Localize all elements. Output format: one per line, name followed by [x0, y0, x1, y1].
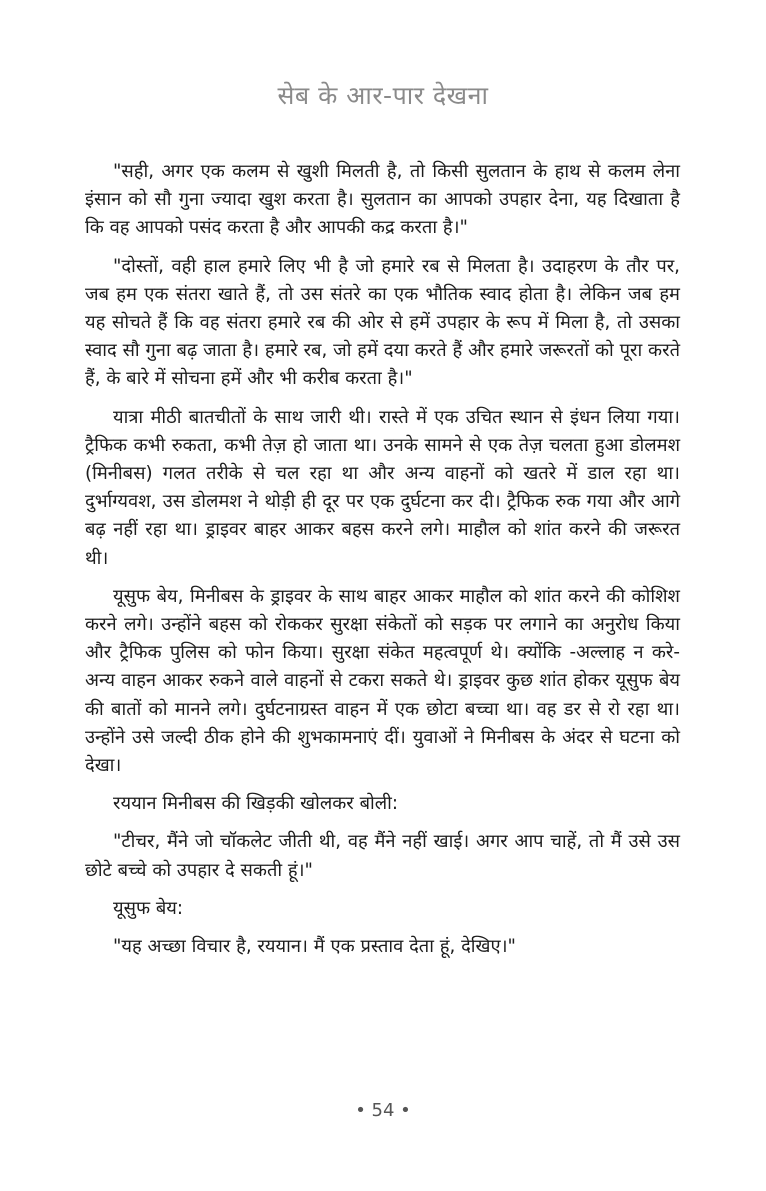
- paragraph-2: "दोस्तों, वही हाल हमारे लिए भी है जो हमारे रब से मिलता है। उदाहरण के तौर पर, जब हम एक संतरा खाते हैं, तो उस संतरे का एक भौतिक स्वाद होता है। लेकिन जब हम यह सोचते हैं कि वह संतरा हमारे रब की ओर से हमें उपहार के रूप में मिला है, तो उसका स्वाद सौ गुना बढ़ जाता है। हमारे रब, जो हमें दया करते हैं और हमारे जरूरतों को पूरा करते हैं, के बारे में सोचना हमें और भी करीब करता है।": [85, 255, 680, 390]
- paragraph-5: रययान मिनीबस की खिड़की खोलकर बोली:: [113, 793, 399, 815]
- paragraph-4: यूसुफ बेय, मिनीबस के ड्राइवर के साथ बाहर आकर माहौल को शांत करने की कोशिश करने लगे। उन्होंने बहस को रोककर सुरक्षा संकेतों को सड़क पर लगाने का अनुरोध किया और ट्रैफिक पुलिस को फोन किया। सुरक्षा संकेत महत्वपूर्ण थे। क्योंकि -अल्लाह न करे- अन्य वाहन आकर रुकने वाले वाहनों से टकरा सकते थे। ड्राइवर कुछ शांत होकर यूसुफ बेय की बातों को मानने लगे। दुर्घटनाग्रस्त वाहन में एक छोटा बच्चा था। वह डर से रो रहा था। उन्होंने उसे जल्दी ठीक होने की शुभकामनाएं दीं। युवाओं ने मिनीबस के अंदर से घटना को देखा।: [85, 585, 680, 777]
- paragraph-7: यूसुफ बेय:: [113, 897, 184, 919]
- page-number: • 54 •: [355, 1100, 411, 1121]
- paragraph-1: "सही, अगर एक कलम से खुशी मिलती है, तो किसी सुलतान के हाथ से कलम लेना इंसान को सौ गुना ज्यादा खुश करता है। सुलतान का आपको उपहार देना, यह दिखाता है कि वह आपको पसंद करता है और आपकी कद्र करता है।": [85, 161, 680, 239]
- chapter-title: सेब के आर-पार देखना: [277, 81, 489, 110]
- paragraph-8: "यह अच्छा विचार है, रययान। मैं एक प्रस्ताव देता हूं, देखिए।": [113, 936, 516, 958]
- paragraph-3: यात्रा मीठी बातचीतों के साथ जारी थी। रास्ते में एक उचित स्थान से इंधन लिया गया। ट्रैफिक कभी रुकता, कभी तेज़ हो जाता था। उनके सामने से एक तेज़ चलता हुआ डोलमश (मिनीबस) गलत तरीके से चल रहा था और अन्य वाहनों को खतरे में डाल रहा था। दुर्भाग्यवश, उस डोलमश ने थोड़ी ही दूर पर एक दुर्घटना कर दी। ट्रैफिक रुक गया और आगे बढ़ नहीं रहा था। ड्राइवर बाहर आकर बहस करने लगे। माहौल को शांत करने की जरूरत थी।: [85, 406, 680, 569]
- paragraph-6: "टीचर, मैंने जो चॉकलेट जीती थी, वह मैंने नहीं खाई। अगर आप चाहें, तो मैं उसे उस छोटे बच्चे को उपहार दे सकती हूं।": [85, 831, 680, 881]
- body-text: [85, 158, 680, 971]
